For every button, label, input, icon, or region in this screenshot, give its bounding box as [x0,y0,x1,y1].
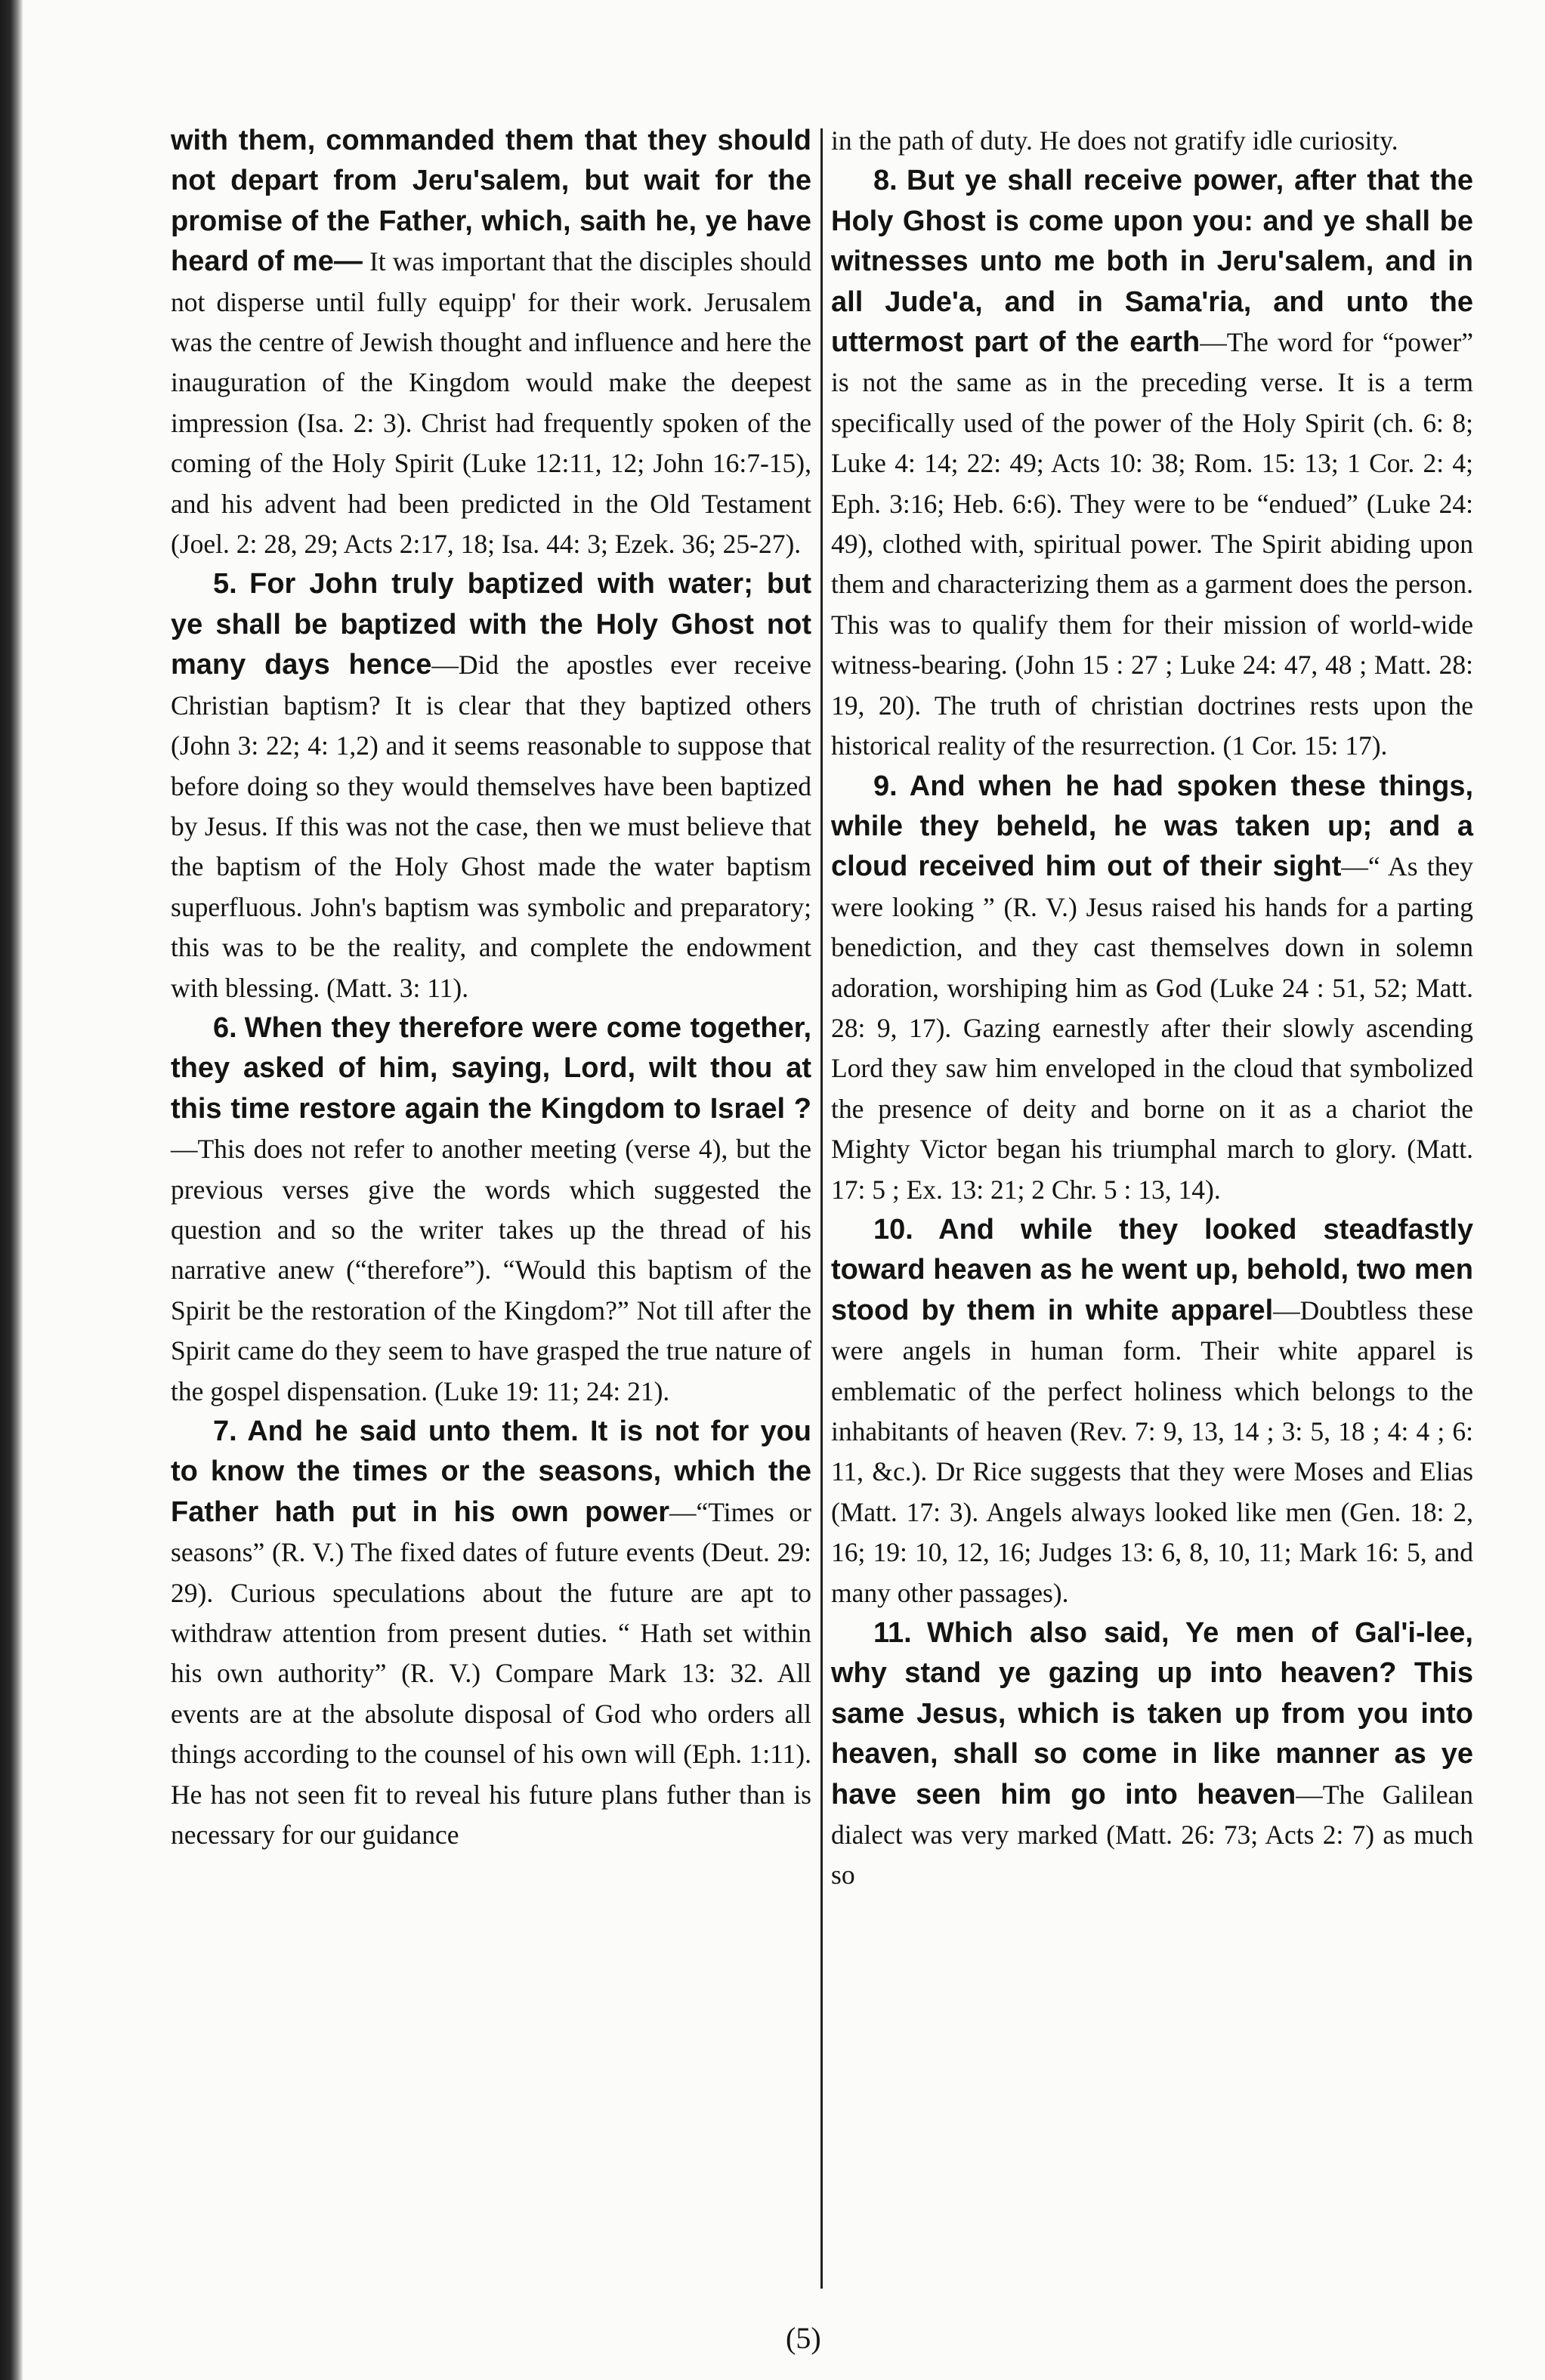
commentary-text: It was important that the disciples should not disperse until fully equipp' for their work. Jerusalem was the centre of Jewish thought and influence and here the inauguration of the Kingdom would make the deepest impression (Isa. 2: 3). Christ had frequently spoken of the coming of the Holy Spirit (Luke 12:11, 12; John 16:7-15), and his advent had been predicted in the Old Testament (Joel. 2: 28, 29; Acts 2:17, 18; Isa. 44: 3; Ezek. 36; 25-27). [171,246,812,560]
commentary-text: —The word for “power” is not the same as in the preceding verse. It is a term specifically used of the power of the Holy Spirit (ch. 6: 8; Luke 4: 14; 22: 49; Acts 10: 38; Rom. 15: 13; 1 Cor. 2: 4; Eph. 3:16; Heb. 6:6). They were to be “endued” (Luke 24: 49), clothed with, spiritual power. The Spirit abiding upon them and characterizing them as a garment does the person. This was to qualify them for their mission of world-wide witness-bearing. (John 15 : 27 ; Luke 24: 47, 48 ; Matt. 28: 19, 20). The truth of christian doctrines rests upon the historical reality of the resurrection. (1 Cor. 15: 17). [831,327,1473,761]
verse-9 [831,767,1473,1210]
verse-7-continuation [831,121,1473,161]
verse-text: Which also said, Ye men of Gal'i-lee, why stand ye gazing up into heaven? This same Jesus, which is taken up from you into heaven, shall so come in like manner as ye have seen him go into heaven [831,1617,1473,1810]
left-column [171,121,811,2296]
verse-text: When they therefore were come together, they asked of him, saying, Lord, wilt thou at this time restore again the Kingdom to Israel ? [171,1011,812,1125]
verse-5 [171,564,811,1008]
verse-text: And when he had spoken these things, while they beheld, he was taken up; and a cloud received him out of their sight [831,770,1474,883]
commentary-text: —This does not refer to another meeting (verse 4), but the previous verses give the words which suggested the question and so the writer takes up the thread of his narrative anew (“therefore”). “Would this baptism of the Spirit be the restoration of the Kingdom?” Not till after the Spirit came do they seem to have grasped the true nature of the gospel dispensation. (Luke 19: 11; 24: 21). [171,1134,811,1406]
verse-text: And while they looked steadfastly toward heaven as he went up, behold, two men stood by them in white apparel [831,1213,1474,1326]
verse-number: 9. [873,770,898,802]
verse-number: 6. [213,1011,237,1044]
column-divider [820,128,823,2289]
verse-4-continuation [171,121,811,564]
verse-number: 5. [213,568,237,600]
verse-6 [171,1008,811,1412]
verse-text: And he said unto them. It is not for you to know the times or the seasons, which the Father hath put in his own power [171,1415,811,1528]
book-spine-shadow [0,0,23,2380]
right-column [831,121,1473,2296]
verse-number: 7. [213,1415,237,1447]
verse-number: 8. [873,165,898,197]
commentary-text: —“ As they were looking ” (R. V.) Jesus raised his hands for a parting benediction, and they cast themselves down in solemn adoration, worshiping him as God (Luke 24 : 51, 52; Matt. 28: 9, 17). Gazing earnestly after their slowly ascending Lord they saw him enveloped in the cloud that symbolized the presence of deity and borne on it as a chariot the Mighty Victor began his triumphal march to glory. (Matt. 17: 5 ; Ex. 13: 21; 2 Chr. 5 : 13, 14). [831,851,1473,1205]
page-number: (5) [786,2321,821,2355]
verse-number: 11. [873,1617,912,1650]
commentary-text: —Doubtless these were angels in human form. Their white apparel is emblematic of the perfect holiness which belongs to the inhabitants of heaven (Rev. 7: 9, 13, 14 ; 3: 5, 18 ; 4: 4 ; 6: 11, &c.). Dr Rice suggests that they were Moses and Elias (Matt. 17: 3). Angels always looked like men (Gen. 18: 2, 16; 19: 10, 12, 16; Judges 13: 6, 8, 10, 11; Mark 16: 5, and many other passages). [831,1295,1473,1608]
verse-8 [831,161,1473,766]
verse-11 [831,1613,1473,1896]
verse-7 [171,1412,811,1855]
commentary-text: —“Times or seasons” (R. V.) The fixed dates of future events (Deut. 29: 29). Curious speculations about the future are apt to withdraw attention from present duties. “ Hath set within his own authority” (R. V.) Compare Mark 13: 32. All events are at the absolute disposal of God who orders all things according to the counsel of his own will (Eph. 1:11). He has not seen fit to reveal his future plans futher than is necessary for our guidance [171,1496,811,1851]
verse-text: For John truly baptized with water; but ye shall be baptized with the Holy Ghost not many days hence [171,568,811,681]
verse-text: But ye shall receive power, after that the Holy Ghost is come upon you: and ye shall be witnesses unto me both in Jeru'salem, and in all Jude'a, and in Sama'ria, and unto the uttermost part of the earth [831,165,1473,359]
commentary-text: in the path of duty. He does not gratify idle curiosity. [831,125,1398,156]
commentary-text: —Did the apostles ever receive Christian baptism? It is clear that they baptized others (John 3: 22; 4: 1,2) and it seems reasonable to suppose that before doing so they would themselves have been baptized by Jesus. If this was not the case, then we must believe that the baptism of the Holy Ghost made the water baptism superfluous. John's baptism was symbolic and preparatory; this was to be the reality, and complete the endowment with blessing. (Matt. 3: 11). [171,650,811,1003]
verse-10 [831,1210,1473,1613]
verse-number: 10. [873,1213,913,1246]
commentary-text: —The Galilean dialect was very marked (Matt. 26: 73; Acts 2: 7) as much so [831,1779,1474,1891]
verse-text: with them, commanded them that they should not depart from Jeru'salem, but wait for the promise of the Father, which, saith he, ye have heard of me— [171,125,811,278]
